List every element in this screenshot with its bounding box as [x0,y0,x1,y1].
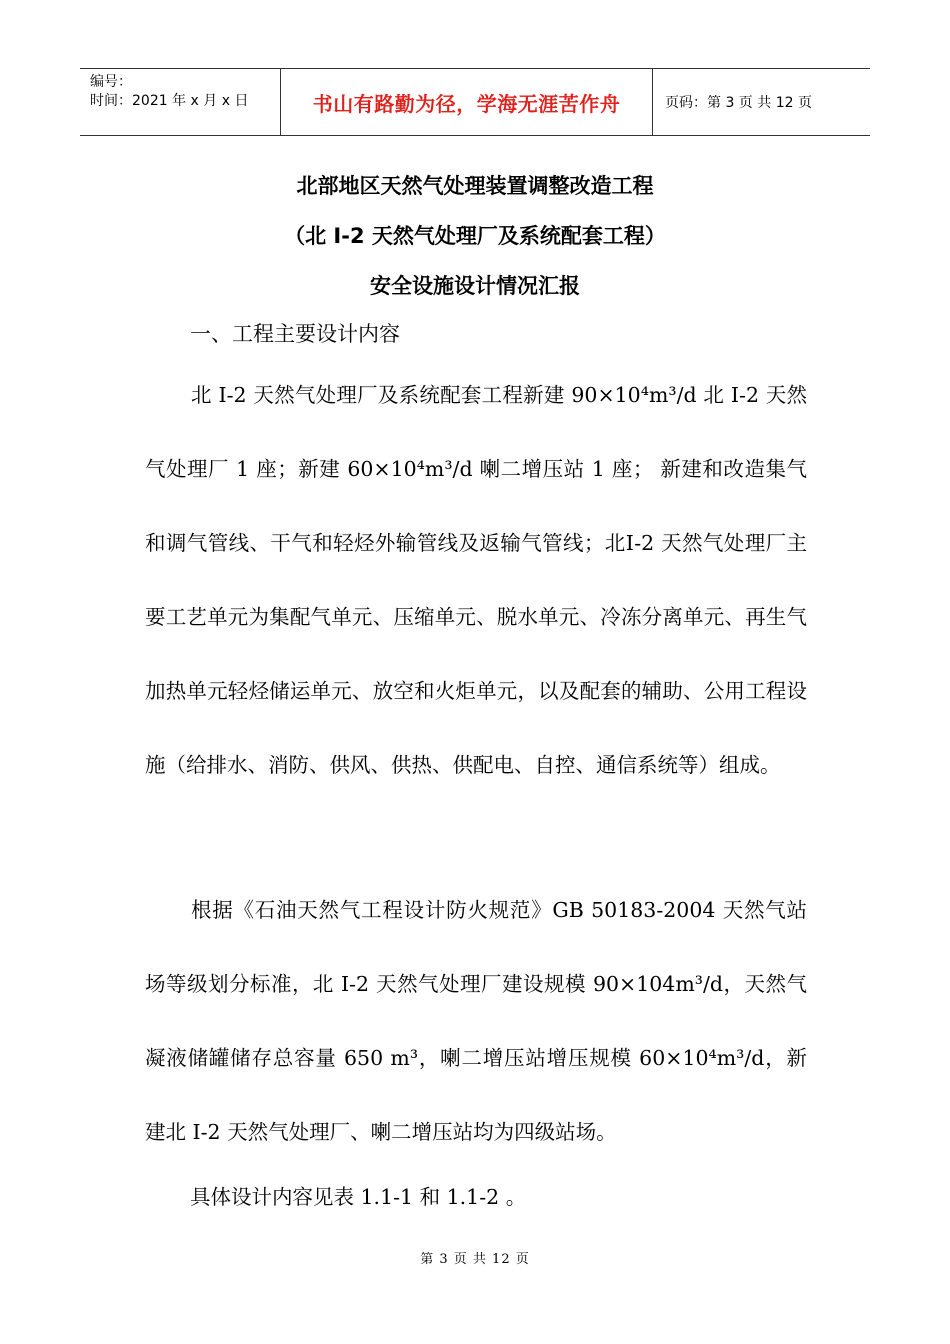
doc-title-line1: 北部地区天然气处理装置调整改造工程 [296,174,654,198]
page-footer: 第 3 页 共 12 页 [420,1252,530,1267]
doc-title-line2: （北 I-2 天然气处理厂及系统配套工程） [284,224,666,248]
header-meta [80,69,280,135]
paragraph-3: 具体设计内容见表 1.1-1 和 1.1-2 。 [190,1185,527,1209]
time-label: 时间：2021 年 x 月 x 日 [90,93,249,109]
paragraph-1-block [145,358,807,802]
number-label: 编号： [90,74,132,90]
section-heading: 一、工程主要设计内容 [190,322,400,346]
header-page-info: 页码：第 3 页 共 12 页 [665,95,812,111]
page-header [80,68,870,136]
paragraph-2-block [145,873,807,1169]
paragraph-2: 根据《石油天然气工程设计防火规范》GB 50183-2004 天然气站场等级划分标准，北 I-2 天然气处理厂建设规模 90×104m³/d，天然气凝液储罐储存总容量 650 m³，喇二增压站增压规模 60×10⁴m³/d，新建北 I-2 天然气处理厂、喇二增压站均为四级站场。 [145,898,807,1144]
paragraph-1: 北 I-2 天然气处理厂及系统配套工程新建 90×10⁴m³/d 北 I-2 天然气处理厂 1 座；新建 60×10⁴m³/d 喇二增压站 1 座； 新建和改造集气和调气管线、干气和轻烃外输管线及返输气管线；北Ⅰ-2 天然气处理厂主要工艺单元为集配气单元、压缩单元、脱水单元、冷冻分离单元、再生气加热单元轻烃储运单元、放空和火炬单元，以及配套的辅助、公用工程设施（给排水、消防、供风、供热、供配电、自控、通信系统等）组成。 [145,383,807,777]
doc-title-line3: 安全设施设计情况汇报 [370,274,580,298]
header-motto: 书山有路勤为径，学海无涯苦作舟 [280,69,653,135]
